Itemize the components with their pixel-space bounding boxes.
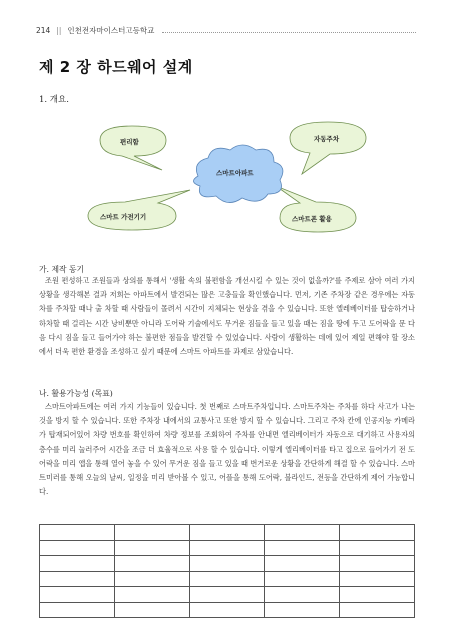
table-cell xyxy=(340,571,415,587)
diagram-shapes xyxy=(70,118,390,250)
school-name: 인천전자마이스터고등학교 xyxy=(67,25,155,35)
header-dotted-rule xyxy=(162,28,416,33)
table-cell xyxy=(40,525,115,541)
table-row xyxy=(40,540,415,556)
table-row xyxy=(40,602,415,618)
table-cell xyxy=(265,525,340,541)
table-cell xyxy=(265,587,340,603)
table-cell xyxy=(115,540,190,556)
header-separator: || xyxy=(56,25,62,35)
table-cell xyxy=(190,571,265,587)
table-row xyxy=(40,571,415,587)
empty-grid-table xyxy=(39,524,415,618)
node-smart-apartment: 스마트아파트 xyxy=(216,169,254,177)
node-convenience: 편리함 xyxy=(120,138,139,146)
table-cell xyxy=(115,602,190,618)
table-cell xyxy=(115,587,190,603)
table-cell xyxy=(265,540,340,556)
table-cell xyxy=(40,587,115,603)
table-cell xyxy=(265,556,340,572)
concept-diagram xyxy=(70,118,390,250)
table-cell xyxy=(190,587,265,603)
table-cell xyxy=(115,556,190,572)
bubble-parking xyxy=(290,122,366,174)
chapter-title: 제 2 장 하드웨어 설계 xyxy=(39,58,193,76)
table-cell xyxy=(115,525,190,541)
table-cell xyxy=(190,602,265,618)
table-cell xyxy=(40,571,115,587)
table-row xyxy=(40,525,415,541)
section-heading: 1. 개요. xyxy=(39,95,69,105)
table-cell xyxy=(340,540,415,556)
table-cell xyxy=(190,556,265,572)
bubble-convenience xyxy=(100,126,166,170)
subsection-motivation-body: 조원 편성하고 조원들과 상의를 통해서 '생활 속의 불편함을 개선시킬 수 있는 것이 없을까?'를 주제로 삼아 여러 가지 상황을 생각해본 결과 저희는 아파트에서 발견되는 많은 고충들을 확인했습니다. 먼저, 기존 주차장 같은 경우에는 자동차를 주차할 때나 출 차할 때 사람들이 몰려서 시간이 지체되는 현상을 겪을 수 있습니다. 또한 엘레베이터를 탑승하거나 하차할 때 걸리는 시간 낭비뿐만 아니라 도어락 기술에서도 무거운 짐들을 들고 있을 때는 짐을 땅에 두고 도어락을 문 다음 다시 짐을 들고 들어가야 하는 불편한 점들을 발견할 수 있었습니다. 사람이 생활하는 데에 있어 제일 편해야 할 장소에서 더욱 편한 환경을 조성하고 싶기 때문에 스마트 아파트를 과제로 삼았습니다. xyxy=(39,276,415,357)
table-cell xyxy=(40,556,115,572)
subsection-goal-body: 스마트아파트에는 여러 가지 기능들이 있습니다. 첫 번째로 스마트주차입니다. 스마트주차는 주차를 하다 사고가 나는 것을 방지 할 수 있습니다. 또한 주차장 내에서의 교통사고 또한 방지 할 수 있습니다. 그리고 주차 칸에 인공지능 카메라가 탑재되어있어 차량 번호를 확인하여 차량 정보를 조회하여 주차를 안내면 엘리베이터가 자동으로 대기하고 사용자의 층수를 미리 눌러주어 시간을 조금 더 효율적으로 사용 할 수 있습니다. 이렇게 엘리베이터를 타고 집으로 들어가기 전 도어락을 미리 앱을 통해 열어 놓을 수 있어 무거운 짐을 들고 있을 때 번거로운 상황을 간단하게 해결 할 수 있습니다. 스마트미러를 통해 오늘의 날씨, 일정을 미리 받아볼 수 있고, 어플을 통해 도어락, 블라인드, 전등을 간단하게 제어 가능합니다. xyxy=(39,402,415,497)
bubble-appliance xyxy=(88,190,190,230)
table-cell xyxy=(190,525,265,541)
table-row xyxy=(40,587,415,603)
table-cell xyxy=(340,587,415,603)
bubble-smartphone xyxy=(276,186,356,232)
page-header xyxy=(36,24,416,36)
table-cell xyxy=(340,556,415,572)
table-cell xyxy=(265,571,340,587)
node-auto-parking: 자동주차 xyxy=(314,135,340,143)
table-cell xyxy=(190,540,265,556)
table-cell xyxy=(40,540,115,556)
table-cell xyxy=(115,571,190,587)
table-row xyxy=(40,556,415,572)
table-cell xyxy=(40,602,115,618)
table-cell xyxy=(265,602,340,618)
node-smart-appliance: 스마트 가전기기 xyxy=(100,213,147,221)
table-cell xyxy=(340,602,415,618)
subsection-goal-heading: 나. 활용가능성 (목표) xyxy=(39,389,113,398)
subsection-motivation-heading: 가. 제작 동기 xyxy=(39,265,85,274)
page-number: 214 xyxy=(36,25,51,35)
node-smartphone: 스마트폰 활용 xyxy=(292,215,332,223)
table-cell xyxy=(340,525,415,541)
